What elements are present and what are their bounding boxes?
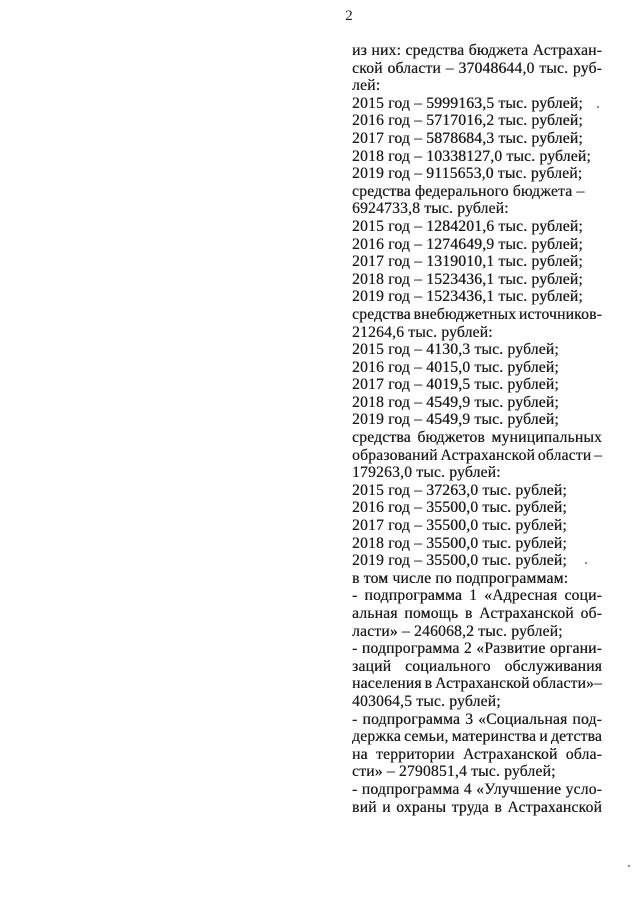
text-line-content: 2019 год – 4549,9 тыс. рублей; (352, 411, 559, 429)
text-line-content: 2017 год – 35500,0 тыс. рублей; (352, 517, 567, 535)
text-line-content: 2018 год – 10338127,0 тыс. рублей; (352, 147, 591, 165)
text-line (352, 587, 602, 605)
text-line (352, 429, 602, 447)
text-line-content: 179263,0 тыс. рублей: (352, 464, 501, 482)
text-line (352, 200, 602, 218)
text-line (352, 464, 602, 482)
text-line-content: - подпрограмма 2 «Развитие органи- (352, 640, 602, 658)
text-line (352, 746, 602, 764)
text-line-content: 2018 год – 4549,9 тыс. рублей; (352, 393, 559, 411)
text-line (352, 165, 602, 183)
text-line (352, 535, 602, 553)
text-line (352, 271, 602, 289)
text-line-content: ласти» – 246068,2 тыс. рублей; (352, 622, 563, 640)
text-line (352, 95, 602, 113)
text-line-content: образований Астраханской области – (352, 446, 602, 464)
text-line-content: средства бюджетов муниципальных (352, 429, 602, 447)
text-line (352, 77, 602, 95)
text-line-content: 2015 год – 37263,0 тыс. рублей; (352, 481, 567, 499)
text-line (352, 728, 602, 746)
scan-speck (628, 865, 630, 867)
text-line (352, 411, 602, 429)
text-line (352, 799, 602, 817)
text-line-content: 2018 год – 35500,0 тыс. рублей; (352, 534, 567, 552)
text-line-content: ской области – 37048644,0 тыс. руб- (352, 59, 602, 77)
scan-speck (597, 106, 599, 108)
text-line (352, 42, 602, 60)
text-line (352, 623, 602, 641)
text-line (352, 763, 602, 781)
text-line (352, 112, 602, 130)
text-line (352, 517, 602, 535)
text-line-content: 2015 год – 4130,3 тыс. рублей; (352, 341, 559, 359)
text-line-content: в том числе по подпрограммам: (352, 569, 569, 587)
text-line (352, 781, 602, 799)
text-line (352, 130, 602, 148)
text-line (352, 482, 602, 500)
text-line-content: - подпрограмма 3 «Социальная под- (352, 710, 602, 728)
text-line (352, 359, 602, 377)
text-line (352, 324, 602, 342)
text-line (352, 183, 602, 201)
text-line (352, 60, 602, 78)
text-line (352, 306, 602, 324)
text-line-content: сти» – 2790851,4 тыс. рублей; (352, 763, 556, 781)
text-line-content: 2016 год – 5717016,2 тыс. рублей; (352, 112, 583, 130)
text-line-content: 2019 год – 9115653,0 тыс. рублей; (352, 165, 583, 183)
text-line-content: лей: (352, 77, 381, 95)
text-line-content: 2019 год – 35500,0 тыс. рублей; (352, 552, 567, 570)
text-line (352, 236, 602, 254)
text-line-content: 2017 год – 5878684,3 тыс. рублей; (352, 129, 583, 147)
text-line-content: держка семьи, материнства и детства (352, 728, 602, 746)
text-line-content: альная помощь в Астраханской об- (352, 605, 602, 622)
text-line (352, 499, 602, 517)
text-line-content: 2017 год – 4019,5 тыс. рублей; (352, 376, 559, 394)
text-column (352, 42, 602, 816)
text-line (352, 148, 602, 166)
text-line-content: заций социального обслуживания (352, 657, 602, 675)
text-line-content: 2015 год – 1284201,6 тыс. рублей; (352, 217, 583, 235)
text-line (352, 570, 602, 588)
text-line-content: 6924733,8 тыс. рублей: (352, 200, 509, 218)
text-line-content: 2016 год – 35500,0 тыс. рублей; (352, 499, 567, 517)
text-line-content: средства внебюджетных источников- (352, 305, 602, 323)
text-line (352, 447, 602, 465)
text-line-content: 2015 год – 5999163,5 тыс. рублей; (352, 94, 583, 112)
text-line-content: на территории Астраханской обла- (352, 745, 602, 763)
text-line-content: вий и охраны труда в Астраханской (352, 798, 602, 816)
text-line (352, 552, 602, 570)
text-line (352, 253, 602, 271)
page-number: 2 (345, 8, 353, 24)
text-line-content: 2017 год – 1319010,1 тыс. рублей; (352, 253, 583, 271)
text-line-content: 403064,5 тыс. рублей; (352, 692, 501, 710)
text-line (352, 288, 602, 306)
text-line (352, 394, 602, 412)
text-line (352, 341, 602, 359)
text-line (352, 376, 602, 394)
text-line (352, 711, 602, 729)
text-line (352, 675, 602, 693)
text-line-content: 2018 год – 1523436,1 тыс. рублей; (352, 270, 583, 288)
text-line (352, 658, 602, 676)
scan-speck (585, 562, 587, 564)
text-line-content: 2019 год – 1523436,1 тыс. рублей; (352, 288, 583, 306)
text-line-content: населения в Астраханской области»– (352, 675, 602, 693)
text-line-content: 2016 год – 1274649,9 тыс. рублей; (352, 235, 583, 253)
text-line-content: средства федерального бюджета – (352, 182, 585, 200)
text-line (352, 218, 602, 236)
text-line-content: 21264,6 тыс. рублей: (352, 323, 493, 341)
text-line-content: из них: средства бюджета Астрахан- (352, 42, 602, 59)
text-line (352, 640, 602, 658)
text-line (352, 693, 602, 711)
text-line-content: - подпрограмма 1 «Адресная соци- (352, 587, 602, 605)
text-line-content: 2016 год – 4015,0 тыс. рублей; (352, 358, 559, 376)
text-line (352, 605, 602, 623)
text-line-content: - подпрограмма 4 «Улучшение усло- (352, 780, 602, 798)
